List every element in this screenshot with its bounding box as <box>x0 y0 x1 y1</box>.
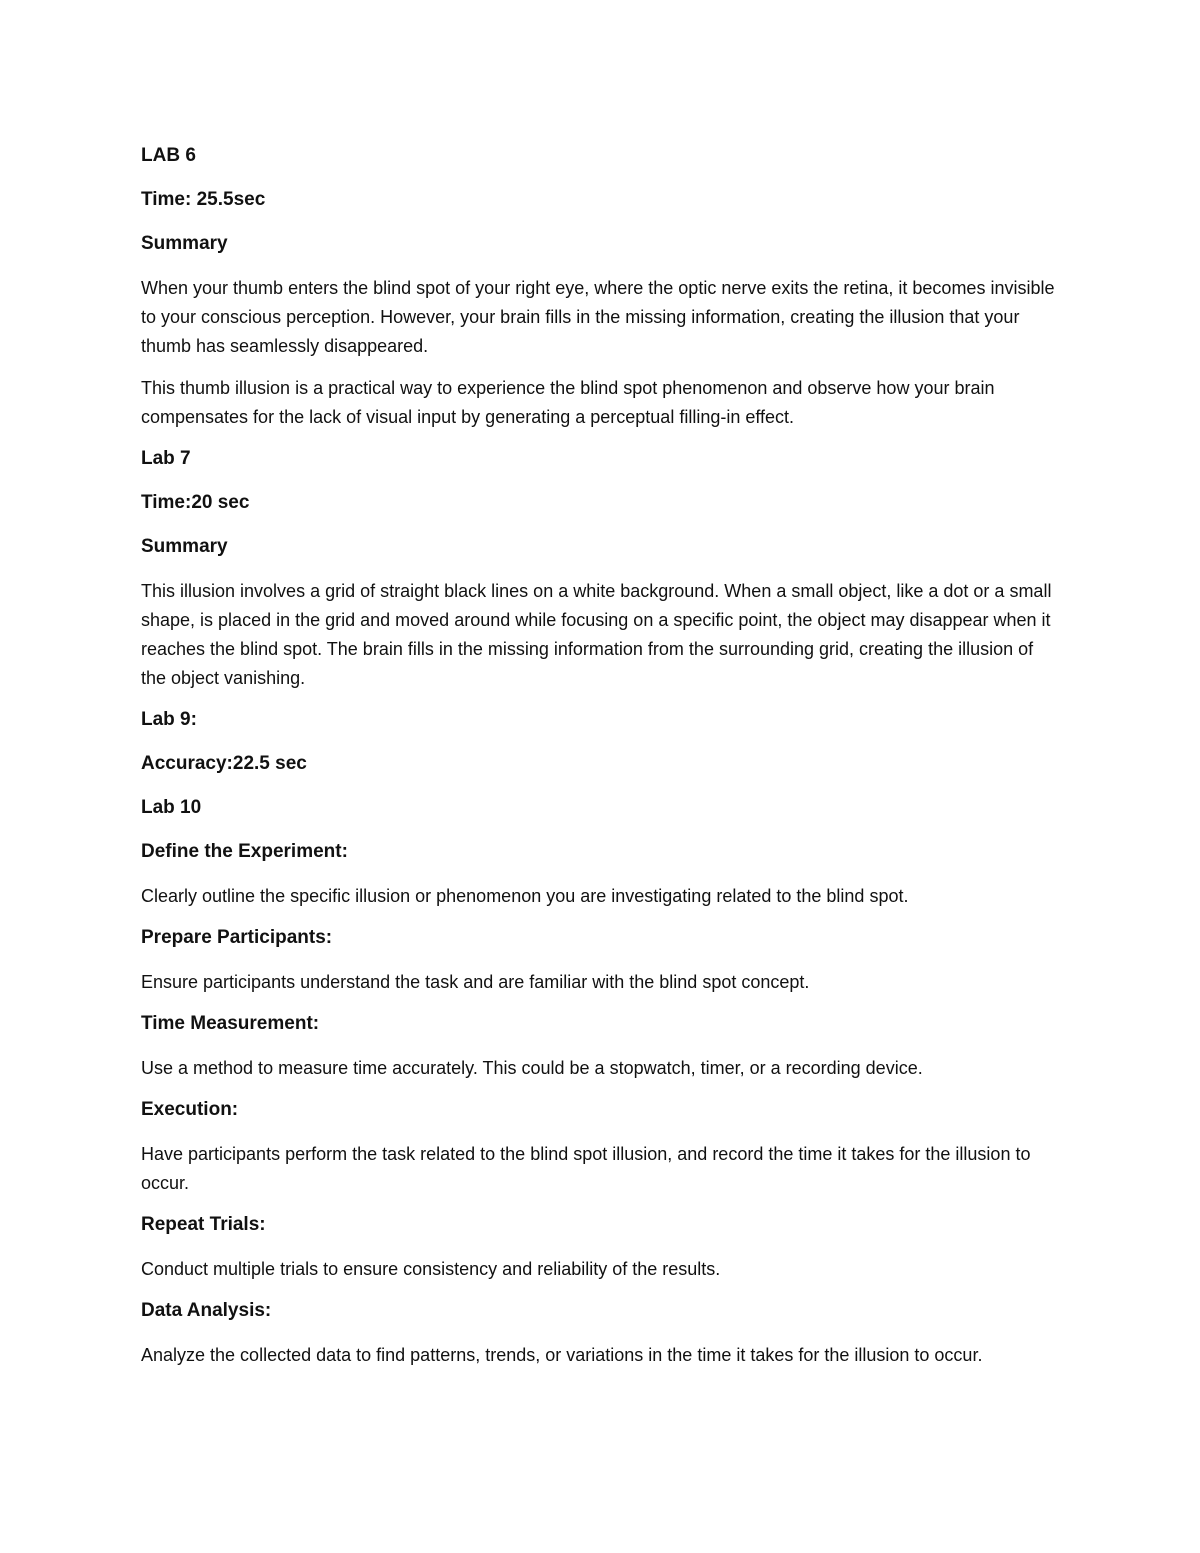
repeat-trials-heading: Repeat Trials: <box>141 1214 266 1235</box>
lab9-heading: Lab 9: <box>141 709 197 730</box>
document-body <box>141 142 1061 1383</box>
prepare-participants-heading: Prepare Participants: <box>141 927 333 948</box>
lab7-heading: Lab 7 <box>141 448 191 469</box>
time-measurement-paragraph: Use a method to measure time accurately. This could be a stopwatch, timer, or a recording device. <box>141 1058 923 1078</box>
lab6-summary-paragraph-1: When your thumb enters the blind spot of your right eye, where the optic nerve exits the retina, it becomes invisible to your conscious perception. However, your brain fills in the missing information, creating the illusion that your thumb has seamlessly disappeared. <box>141 278 1055 356</box>
repeat-trials-paragraph: Conduct multiple trials to ensure consistency and reliability of the results. <box>141 1259 721 1279</box>
execution-paragraph: Have participants perform the task related to the blind spot illusion, and record the time it takes for the illusion to occur. <box>141 1144 1031 1193</box>
time-measurement-heading: Time Measurement: <box>141 1013 320 1034</box>
data-analysis-heading: Data Analysis: <box>141 1300 272 1321</box>
define-experiment-heading: Define the Experiment: <box>141 841 348 862</box>
lab6-summary-heading: Summary <box>141 233 228 254</box>
lab7-summary-heading: Summary <box>141 536 228 557</box>
lab9-accuracy: Accuracy:22.5 sec <box>141 753 307 774</box>
data-analysis-paragraph: Analyze the collected data to find patterns, trends, or variations in the time it takes for the illusion to occur. <box>141 1345 983 1365</box>
execution-heading: Execution: <box>141 1099 239 1120</box>
lab6-time: Time: 25.5sec <box>141 189 266 210</box>
prepare-participants-paragraph: Ensure participants understand the task and are familiar with the blind spot concept. <box>141 972 810 992</box>
lab6-summary-paragraph-2: This thumb illusion is a practical way to experience the blind spot phenomenon and observe how your brain compensates for the lack of visual input by generating a perceptual filling-in effect. <box>141 378 995 427</box>
lab7-time: Time:20 sec <box>141 492 250 513</box>
lab6-heading: LAB 6 <box>141 145 196 166</box>
lab10-heading: Lab 10 <box>141 797 202 818</box>
define-experiment-paragraph: Clearly outline the specific illusion or phenomenon you are investigating related to the blind spot. <box>141 886 909 906</box>
lab7-summary-paragraph: This illusion involves a grid of straight black lines on a white background. When a small object, like a dot or a small shape, is placed in the grid and moved around while focusing on a specific point, the object may disappear when it reaches the blind spot. The brain fills in the missing information from the surrounding grid, creating the illusion of the object vanishing. <box>141 581 1052 688</box>
